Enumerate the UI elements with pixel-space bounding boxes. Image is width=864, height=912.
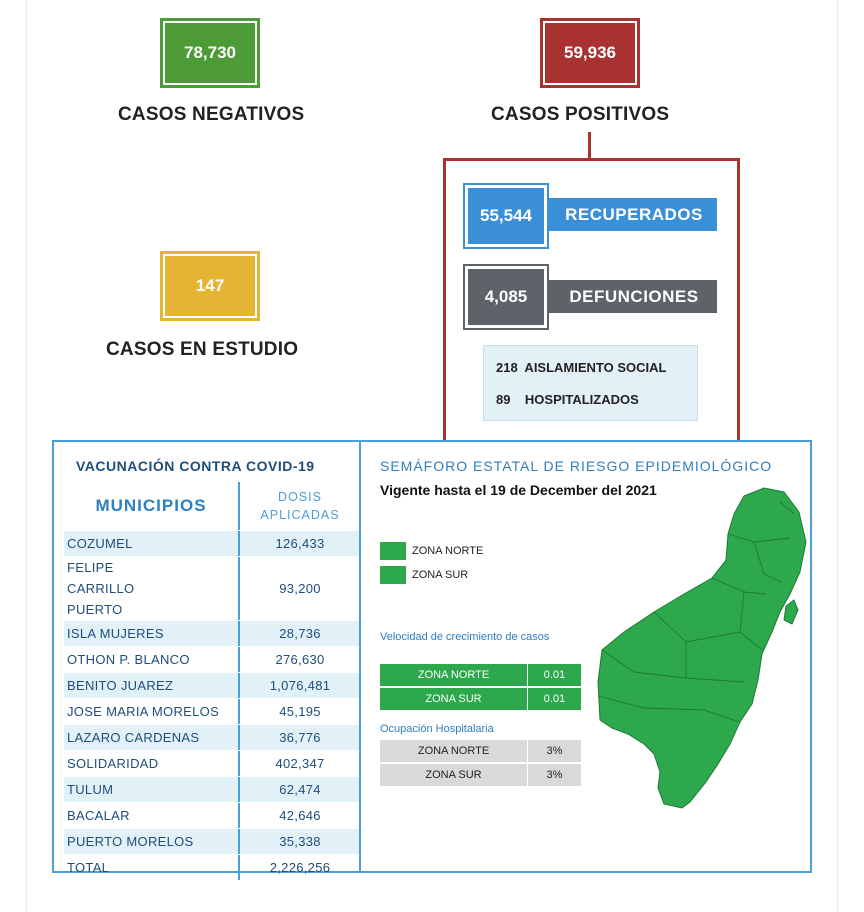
dosis-header-line2: APLICADAS: [260, 508, 340, 522]
municipio-cell: FELIPE CARRILLO PUERTO: [64, 557, 240, 620]
positivos-value: 59,936: [564, 43, 616, 62]
municipio-cell: PUERTO MORELOS: [64, 829, 240, 854]
legend-swatch-sur: [380, 566, 406, 584]
vacunacion-rows: [64, 530, 360, 880]
dosis-cell: 42,646: [279, 808, 321, 823]
velocidad-valor: 0.01: [543, 693, 566, 705]
positivos-label: CASOS POSITIVOS: [491, 104, 670, 125]
recuperados-label-bar: [545, 198, 717, 231]
negativos-value: 78,730: [184, 43, 236, 62]
hospitalizados-text: 89 HOSPITALIZADOS: [496, 392, 639, 407]
legend-label-norte: ZONA NORTE: [412, 545, 484, 557]
panel-divider: [359, 442, 361, 873]
legend-swatch-norte: [380, 542, 406, 560]
dosis-cell: 276,630: [275, 652, 325, 667]
vacunacion-table: [64, 482, 360, 880]
ocupacion-valor: 3%: [546, 745, 563, 757]
municipio-cell: COZUMEL: [64, 531, 240, 556]
municipio-cell: ISLA MUJERES: [64, 621, 240, 646]
municipio-cell: BACALAR: [64, 803, 240, 828]
estudio-label: CASOS EN ESTUDIO: [106, 339, 299, 360]
semaforo-vigente: Vigente hasta el 19 de December del 2021: [380, 482, 657, 498]
vacunacion-row: [64, 750, 360, 776]
vacunacion-row: [64, 698, 360, 724]
dosis-cell: 126,433: [275, 536, 325, 551]
vacunacion-table-header: [64, 482, 360, 530]
ocupacion-zona: ZONA NORTE: [380, 740, 528, 762]
dosis-header-line1: DOSIS: [278, 490, 322, 504]
defunciones-value-box: [465, 266, 547, 328]
defunciones-label-bar: [545, 280, 717, 313]
dosis-cell: 402,347: [275, 756, 325, 771]
velocidad-title: Velocidad de crecimiento de casos: [380, 631, 550, 643]
dosis-cell: 35,338: [279, 834, 321, 849]
ocupacion-title: Ocupación Hospitalaria: [380, 723, 494, 735]
municipio-cell: TOTAL: [64, 855, 240, 880]
ocupacion-zona: ZONA SUR: [380, 764, 528, 786]
vacunacion-row: [64, 828, 360, 854]
vacunacion-row: [64, 672, 360, 698]
quintana-roo-map: [594, 482, 812, 812]
municipio-cell: OTHON P. BLANCO: [64, 647, 240, 672]
positivos-info-box: [483, 345, 698, 421]
dosis-cell: 28,736: [279, 626, 321, 641]
dosis-cell: 45,195: [279, 704, 321, 719]
recuperados-label: RECUPERADOS: [565, 204, 703, 224]
vacunacion-row: [64, 854, 360, 880]
velocidad-zona: ZONA NORTE: [380, 664, 528, 686]
defunciones-label: DEFUNCIONES: [569, 286, 699, 306]
ocupacion-valor: 3%: [546, 769, 563, 781]
map-state-shape: [598, 488, 806, 808]
recuperados-value: 55,544: [480, 206, 532, 225]
positivos-connector: [588, 132, 591, 160]
aislamiento-text: 218 AISLAMIENTO SOCIAL: [496, 360, 667, 375]
negativos-value-box: [160, 18, 260, 88]
dosis-cell: 93,200: [279, 581, 321, 596]
vacunacion-row: [64, 556, 360, 620]
semaforo-title: SEMÁFORO ESTATAL DE RIESGO EPIDEMIOLÓGICO: [380, 458, 773, 474]
vacunacion-row: [64, 724, 360, 750]
defunciones-value: 4,085: [484, 287, 528, 306]
velocidad-valor: 0.01: [543, 669, 566, 681]
municipio-cell: JOSE MARIA MORELOS: [64, 699, 240, 724]
dosis-cell: 1,076,481: [269, 678, 331, 693]
ocupacion-row-sur: [380, 764, 581, 786]
vacunacion-row: [64, 776, 360, 802]
vacunacion-row: [64, 620, 360, 646]
legend-label-sur: ZONA SUR: [412, 569, 469, 581]
estudio-value-box: [160, 251, 260, 321]
negativos-label: CASOS NEGATIVOS: [118, 104, 305, 125]
dosis-header: [240, 482, 360, 530]
dosis-cell: 2,226,256: [269, 860, 331, 875]
vacunacion-title: VACUNACIÓN CONTRA COVID-19: [76, 458, 315, 474]
positivos-value-box: [540, 18, 640, 88]
estudio-value: 147: [195, 276, 225, 295]
vacunacion-row: [64, 802, 360, 828]
bottom-panel: [52, 440, 812, 873]
cozumel-island: [784, 600, 798, 624]
municipio-cell: LAZARO CARDENAS: [64, 725, 240, 750]
municipios-header: MUNICIPIOS: [64, 482, 240, 530]
dosis-cell: 62,474: [279, 782, 321, 797]
vacunacion-row: [64, 646, 360, 672]
recuperados-value-box: [465, 185, 547, 247]
dosis-cell: 36,776: [279, 730, 321, 745]
ocupacion-row-norte: [380, 740, 581, 762]
municipio-cell: BENITO JUAREZ: [64, 673, 240, 698]
municipio-cell: SOLIDARIDAD: [64, 751, 240, 776]
vacunacion-row: [64, 530, 360, 556]
velocidad-row-norte: [380, 664, 581, 686]
velocidad-zona: ZONA SUR: [380, 688, 528, 710]
velocidad-row-sur: [380, 688, 581, 710]
municipio-cell: TULUM: [64, 777, 240, 802]
